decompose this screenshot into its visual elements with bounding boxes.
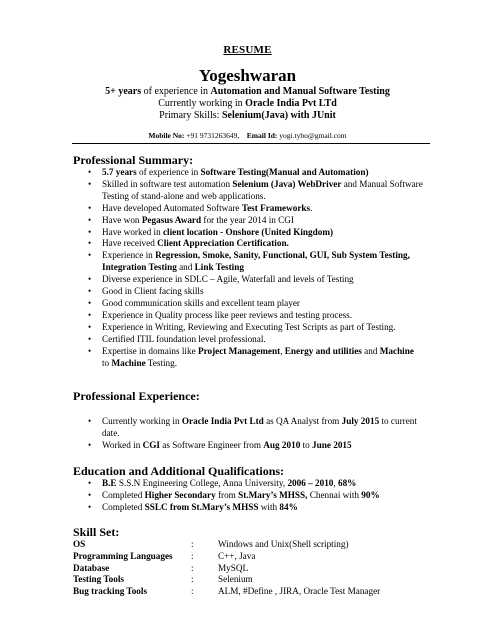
emphasis-text: 84% (279, 501, 298, 512)
mobile-value: +91 9731263649, (184, 131, 240, 140)
testing-type-text: Automation and Manual Software Testing (210, 86, 390, 97)
item-text: as QA Analyst from (263, 416, 342, 426)
skill-separator: : (191, 562, 194, 573)
item-text: with (258, 501, 280, 512)
emphasis-text: SSLC from St.Mary’s MHSS (144, 501, 259, 512)
summary-list (88, 167, 423, 369)
emphasis-text: Software Testing(Manual and Automation) (200, 167, 369, 177)
bullet-icon: • (88, 250, 92, 261)
item-text: to (300, 439, 313, 450)
contact-line (0, 131, 495, 140)
item-text: from (215, 489, 239, 500)
item-text: of experience in (136, 167, 201, 177)
list-item (88, 440, 423, 452)
item-text: Have developed Automated Software (102, 202, 242, 213)
skills-table (73, 539, 433, 598)
item-text: Have worked in (102, 226, 163, 237)
skill-row (73, 539, 433, 551)
skill-name: Database (73, 562, 110, 573)
skill-value: Windows and Unix(Shell scripting) (218, 539, 349, 549)
skill-separator: : (191, 586, 194, 597)
item-text: Chennai with (307, 489, 362, 500)
emphasis-text: St.Mary’s MHSS, (238, 489, 308, 500)
emphasis-text: CGI (142, 439, 160, 450)
education-heading: Education and Additional Qualifications: (73, 464, 285, 478)
skill-row (73, 574, 433, 586)
mobile-label: Mobile No: (148, 131, 185, 140)
emphasis-text: Link Testing (194, 262, 244, 273)
bullet-icon: • (88, 439, 92, 450)
emphasis-text: June 2015 (312, 439, 352, 450)
skill-separator: : (191, 550, 194, 561)
emphasis-text: Regression, Smoke, Sanity, Functional, GUI, Sub System Testing, Integration Testing (102, 250, 410, 273)
emphasis-text: 2006 – 2010 (287, 478, 334, 488)
list-item (88, 416, 423, 440)
bullet-icon: • (88, 286, 92, 297)
skills-heading: Skill Set: (73, 525, 120, 539)
list-item (88, 346, 423, 370)
bullet-icon: • (88, 501, 92, 512)
document-title: RESUME (223, 44, 272, 56)
emphasis-text: 90% (361, 489, 380, 500)
experience-heading: Professional Experience: (73, 389, 200, 403)
bullet-icon: • (88, 202, 92, 213)
emphasis-text: 68% (337, 478, 357, 488)
bullet-icon: • (88, 226, 92, 237)
item-text: S.S.N Engineering College, Anna University, (116, 478, 288, 488)
list-item (88, 215, 423, 227)
skill-value: C++, Java (218, 550, 256, 561)
emphasis-text: Project Management (197, 345, 281, 356)
list-item (88, 322, 423, 334)
item-text: and (361, 345, 380, 356)
item-text: Worked in (102, 439, 143, 450)
sub2-text: Currently working in (158, 98, 246, 109)
item-text: Good communication skills and excellent team player (102, 297, 300, 308)
list-item (88, 179, 423, 203)
item-text: , (333, 478, 338, 488)
list-item (88, 334, 423, 346)
emphasis-text: Machine (111, 357, 146, 368)
bullet-icon: • (88, 178, 92, 189)
emphasis-text: Pegasus Award (141, 214, 202, 225)
item-text: , (280, 345, 285, 356)
email-label: Email Id: (246, 131, 278, 140)
list-item (88, 502, 423, 514)
candidate-name: Yogeshwaran (198, 66, 297, 85)
emphasis-text: client location - Onshore (United Kingdom) (162, 226, 334, 237)
employer-text: Oracle India Pvt LTd (245, 98, 337, 109)
skill-name: Programming Languages (73, 550, 173, 561)
bullet-icon: • (88, 297, 92, 308)
item-text: for the year 2014 in CGI (201, 214, 294, 225)
bullet-icon: • (88, 214, 92, 225)
emphasis-text: Oracle India Pvt Ltd (181, 416, 264, 426)
emphasis-text: Test Frameworks (241, 202, 311, 213)
emphasis-text: Aug 2010 (263, 439, 301, 450)
skill-row (73, 551, 433, 563)
emphasis-text: Client Appreciation Certification. (157, 238, 289, 249)
bullet-icon: • (88, 274, 92, 285)
bullet-icon: • (88, 416, 92, 426)
skill-value: MySQL (218, 562, 249, 573)
item-text: Completed (102, 501, 145, 512)
emphasis-text: Higher Secondary (144, 489, 216, 500)
list-item (88, 250, 423, 274)
years-text: 5+ years (105, 86, 142, 97)
bullet-icon: • (88, 489, 92, 500)
list-item (88, 478, 423, 490)
skill-row (73, 563, 433, 575)
item-text: Certified ITIL foundation level professional. (102, 333, 266, 344)
skill-name: Testing Tools (73, 574, 124, 585)
bullet-icon: • (88, 309, 92, 320)
list-item (88, 227, 423, 239)
skill-name: OS (73, 539, 86, 549)
list-item (88, 298, 423, 310)
experience-summary-line (0, 86, 495, 98)
header-divider (72, 143, 430, 144)
item-text: Currently working in (102, 416, 182, 426)
item-text: as Software Engineer from (159, 439, 264, 450)
list-item (88, 286, 423, 298)
item-text: Have received (102, 238, 158, 249)
primary-skills-text: Selenium(Java) with JUnit (221, 110, 336, 121)
item-text: Experience in Quality process like peer reviews and testing process. (102, 309, 353, 320)
skill-separator: : (191, 539, 194, 549)
bullet-icon: • (88, 333, 92, 344)
primary-skills-line (0, 110, 495, 122)
bullet-icon: • (88, 238, 92, 249)
email-value[interactable]: yogi.tybo@gmail.com (277, 131, 347, 140)
skill-value: Selenium (218, 574, 253, 585)
sub1-text: of experience in (141, 86, 211, 97)
list-item (88, 238, 423, 250)
bullet-icon: • (88, 167, 92, 177)
emphasis-text: Energy and utilities (284, 345, 362, 356)
list-item (88, 167, 423, 179)
emphasis-text: Selenium (Java) WebDriver (232, 178, 342, 189)
list-item (88, 274, 423, 286)
item-text: Have won (102, 214, 142, 225)
emphasis-text: July 2015 (341, 416, 380, 426)
item-text: Experience in (102, 250, 156, 261)
list-item (88, 310, 423, 322)
bullet-icon: • (88, 345, 92, 356)
item-text: Expertise in domains like (102, 345, 198, 356)
skill-separator: : (191, 574, 194, 585)
skill-row (73, 586, 433, 598)
skill-value: ALM, #Define , JIRA, Oracle Test Manager (218, 586, 381, 597)
emphasis-text: Machine (379, 345, 414, 356)
item-text: and (176, 262, 195, 273)
item-text: to current date. (102, 416, 417, 438)
bullet-icon: • (88, 478, 92, 488)
current-employer-line (0, 98, 495, 110)
sub3-text: Primary Skills: (159, 110, 222, 121)
item-text: Diverse experience in SDLC – Agile, Waterfall and levels of Testing (102, 274, 354, 285)
emphasis-text: 5.7 years (102, 167, 137, 177)
item-text: Experience in Writing, Reviewing and Executing Test Scripts as part of Testing. (102, 321, 396, 332)
item-text: . (310, 202, 313, 213)
item-text: Completed (102, 489, 145, 500)
list-item (88, 490, 423, 502)
education-list (88, 478, 423, 514)
item-text: to (102, 357, 112, 368)
item-text: and Manual Software Testing of stand-alone and web applications. (102, 178, 423, 201)
skill-name: Bug tracking Tools (73, 586, 148, 597)
list-item (88, 203, 423, 215)
item-text: Testing. (145, 357, 177, 368)
experience-list (88, 416, 423, 452)
item-text: Good in Client facing skills (102, 286, 204, 297)
summary-heading: Professional Summary: (73, 153, 194, 167)
item-text: Skilled in software test automation (102, 178, 233, 189)
bullet-icon: • (88, 321, 92, 332)
emphasis-text: B.E (102, 478, 117, 488)
